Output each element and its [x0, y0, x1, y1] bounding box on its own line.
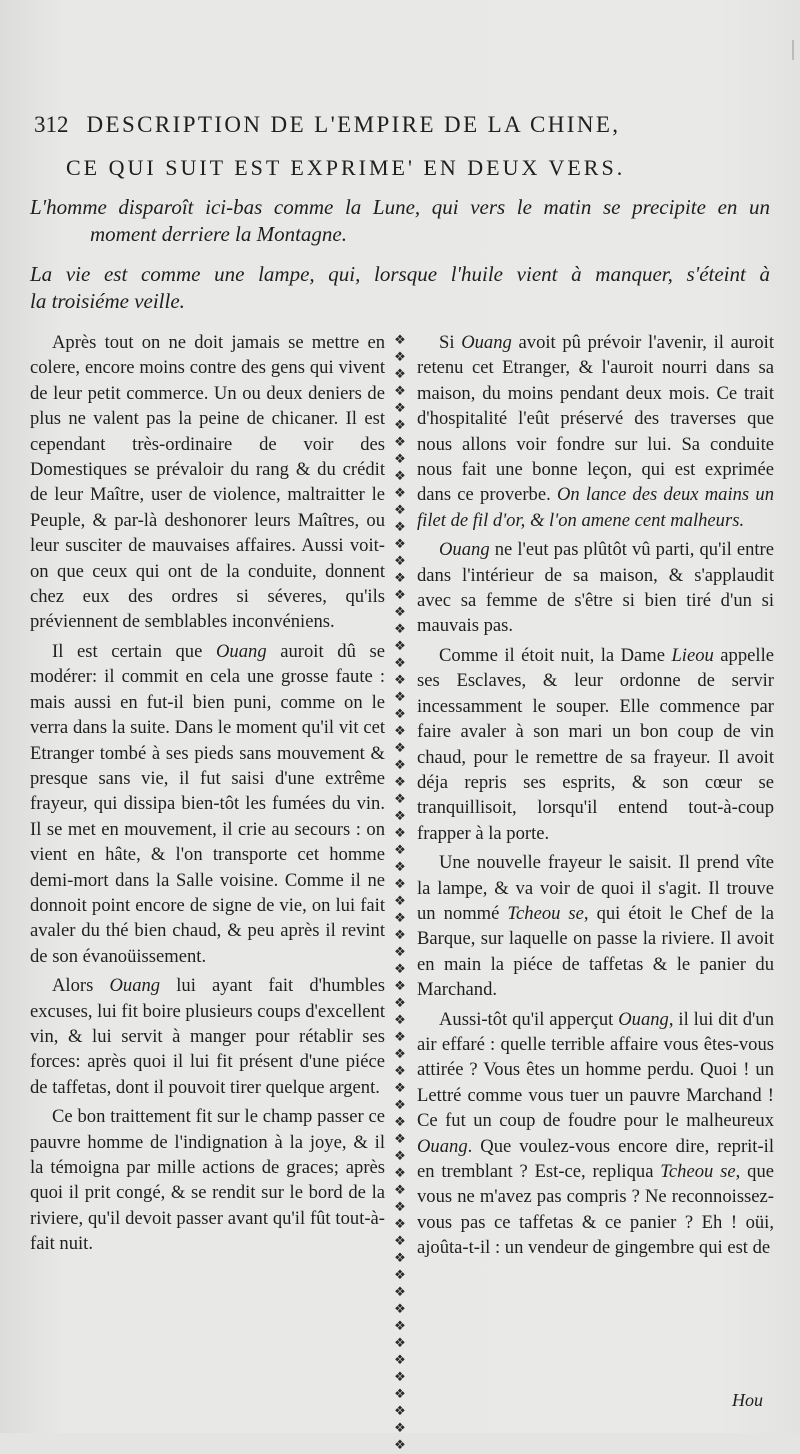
verse-1 — [30, 194, 770, 248]
verse-1-line-1: L'homme disparoît ici-bas comme la Lune, qui vers le matin se precipite en un — [30, 195, 770, 219]
right-paragraph-1 — [417, 330, 774, 533]
right-paragraph-2 — [417, 537, 774, 639]
page-edge-mark — [792, 40, 794, 60]
right-paragraph-3 — [417, 643, 774, 846]
running-head — [34, 112, 764, 138]
right-paragraph-5 — [417, 1007, 774, 1261]
right-p5-name: Ouang — [618, 1008, 669, 1030]
left-p3-name: Ouang — [109, 975, 161, 997]
right-p1-name: Ouang — [461, 332, 512, 353]
left-p2-pre: Il est certain que — [52, 640, 216, 662]
verse-1-line-2: moment derriere la Montagne. — [90, 222, 348, 246]
right-p4-pre: Une nouvelle frayeur le saisit. Il prend vîte la lampe, & va voir de quoi il s'agit. Il trouve un nommé — [417, 852, 774, 924]
page-number: 312 — [34, 112, 69, 137]
left-p2-text: auroit dû se modérer: il commit en cela une grosse faute : mais aussi en fut-il bien puni, comme on le verra dans la suite. Dans le moment qu'il vit cet Etranger tombé à ses pieds sans mouvement & presque sans vie, il fut saisi d'une extrême frayeur, qui dissipa bien-tôt les fumées du vin. Il se met en mouvement, il crie au secours : on vient en hâte, & l'on transporte cet homme demi-mort dans la Salle voisine. Comme il ne donnoit point encore de signe de vie, on lui fait avaler du thé bien chaud, & peu après il revint de son évanoüissement. — [30, 640, 385, 967]
right-p5-pre: Aussi-tôt qu'il apperçut — [439, 1008, 619, 1030]
left-column — [30, 330, 385, 1257]
running-title: DESCRIPTION DE L'EMPIRE DE LA CHINE, — [86, 112, 621, 137]
right-p3-name: Lieou — [671, 644, 714, 666]
verse-2 — [30, 261, 770, 315]
right-p1-proverb: On lance des deux mains un filet de fil d'or, & l'on amene cent malheurs. — [417, 484, 774, 531]
left-paragraph-3 — [30, 973, 385, 1100]
left-paragraph-4 — [30, 1104, 385, 1256]
right-p5-text: , il lui dit d'un air effaré : quelle terrible affaire vous êtes-vous attirée ? Vous êtes un homme perdu. Quoi ! un Lettré comme vous tuer un pauvre Marchand ! Ce fut un coup de foudre pour le malheureux — [417, 1008, 774, 1132]
column-divider-ornament: ❖❖❖❖❖❖❖❖❖❖❖❖❖❖❖❖❖❖❖❖❖❖❖❖❖❖❖❖❖❖❖❖❖❖❖❖❖❖❖❖❖❖❖❖❖❖❖❖❖❖❖❖❖❖❖❖❖❖❖❖❖❖❖❖❖❖ — [394, 333, 406, 1453]
right-p2-name: Ouang — [439, 539, 490, 561]
right-paragraph-4 — [417, 850, 774, 1002]
right-p2-text: ne l'eut pas plûtôt vû parti, qu'il entre dans l'intérieur de sa maison, & s'applaudit avec sa femme de s'être si bien tiré d'un si mauvais pas. — [417, 539, 774, 637]
verse-2-line-1: La vie est comme une lampe, qui, lorsque l'huile vient à manquer, s'éteint à — [30, 262, 770, 286]
right-p3-text: appelle ses Esclaves, & leur ordonne de servir incessamment le souper. Elle commence par faire avaler à son mari un bon coup de vin chaud, pour le remettre de sa frayeur. Il avoit déja repris ses esprits, & son cœur se tranquillisoit, lorsqu'il entend tout-à-coup frapper à la porte. — [417, 644, 774, 844]
verse-2-line-2: la troisiéme veille. — [30, 289, 185, 313]
left-paragraph-2 — [30, 639, 385, 969]
right-p4-text: , qui étoit le Chef de la Barque, sur laquelle on passe la riviere. Il avoit en main la piéce de taffetas & le panier du Marchand. — [417, 902, 774, 1001]
right-p1-pre: Si — [439, 332, 462, 353]
right-column — [417, 330, 774, 1261]
right-p3-pre: Comme il étoit nuit, la Dame — [439, 644, 672, 666]
right-p5-name-2: Ouang — [417, 1135, 468, 1157]
left-p3-pre: Alors — [52, 975, 110, 997]
right-p1-text: avoit pû prévoir l'avenir, il auroit retenu cet Etranger, & l'auroit nourri dans sa maison, du moins pendant deux mois. Ce trait d'hospitalité l'eût préservé des traverses que nous allons voir fondre sur lui. Sa conduite nous fait une bonne leçon, qui est exprimée dans ce proverbe. — [417, 332, 775, 506]
right-p5-text-3: , que vous ne m'avez pas compris ? Ne reconnoissez-vous pas ce taffetas & ce panier ? Eh ! oüi, ajoûta-t-il : un vendeur de gingembre qui est de — [417, 1161, 774, 1259]
right-p5-name-3: Tcheou se — [660, 1161, 736, 1182]
left-p2-name: Ouang — [216, 640, 267, 662]
right-p5-text-2: . Que voulez-vous encore dire, reprit-il en tremblant ? Est-ce, repliqua — [417, 1135, 774, 1182]
right-p4-name: Tcheou se — [507, 902, 584, 924]
catchword: Hou — [732, 1390, 763, 1410]
left-p3-text: lui ayant fait d'humbles excuses, lui fit boire plusieurs coups d'excellent vin, & lui servit à manger pour rétablir ses forces: après quoi il lui fit présent d'une piéce de taffetas, dont il pouvoit tirer quelque argent. — [30, 975, 386, 1098]
left-p1-text: Après tout on ne doit jamais se mettre en colere, encore moins contre des gens qui vivent de leur petit commerce. Un ou deux deniers de plus ne valent pas la peine de chicaner. Il est cependant très-ordinaire de voir des Domestiques se prévaloir du rang & du crédit de leur Maître, user de violence, maltraitter le Peuple, & par-là deshonorer leurs Maîtres, ou leur susciter de mauvaises affaires. Aussi voit-on que ceux qui ont de la conduite, donnent chez eux des ordres si séveres, qu'ils préviennent de semblables inconvéniens. — [30, 332, 385, 633]
left-p4-text: Ce bon traittement fit sur le champ passer ce pauvre homme de l'indignation à la joye, & il la témoigna par mille actions de graces; après quoi il prit congé, & se rendit sur le bord de la riviere, qu'il devoit passer avant qu'il fût tout-à-fait nuit. — [30, 1106, 385, 1255]
section-subtitle: CE QUI SUIT EST EXPRIME' EN DEUX VERS. — [66, 155, 626, 180]
left-paragraph-1 — [30, 330, 385, 635]
